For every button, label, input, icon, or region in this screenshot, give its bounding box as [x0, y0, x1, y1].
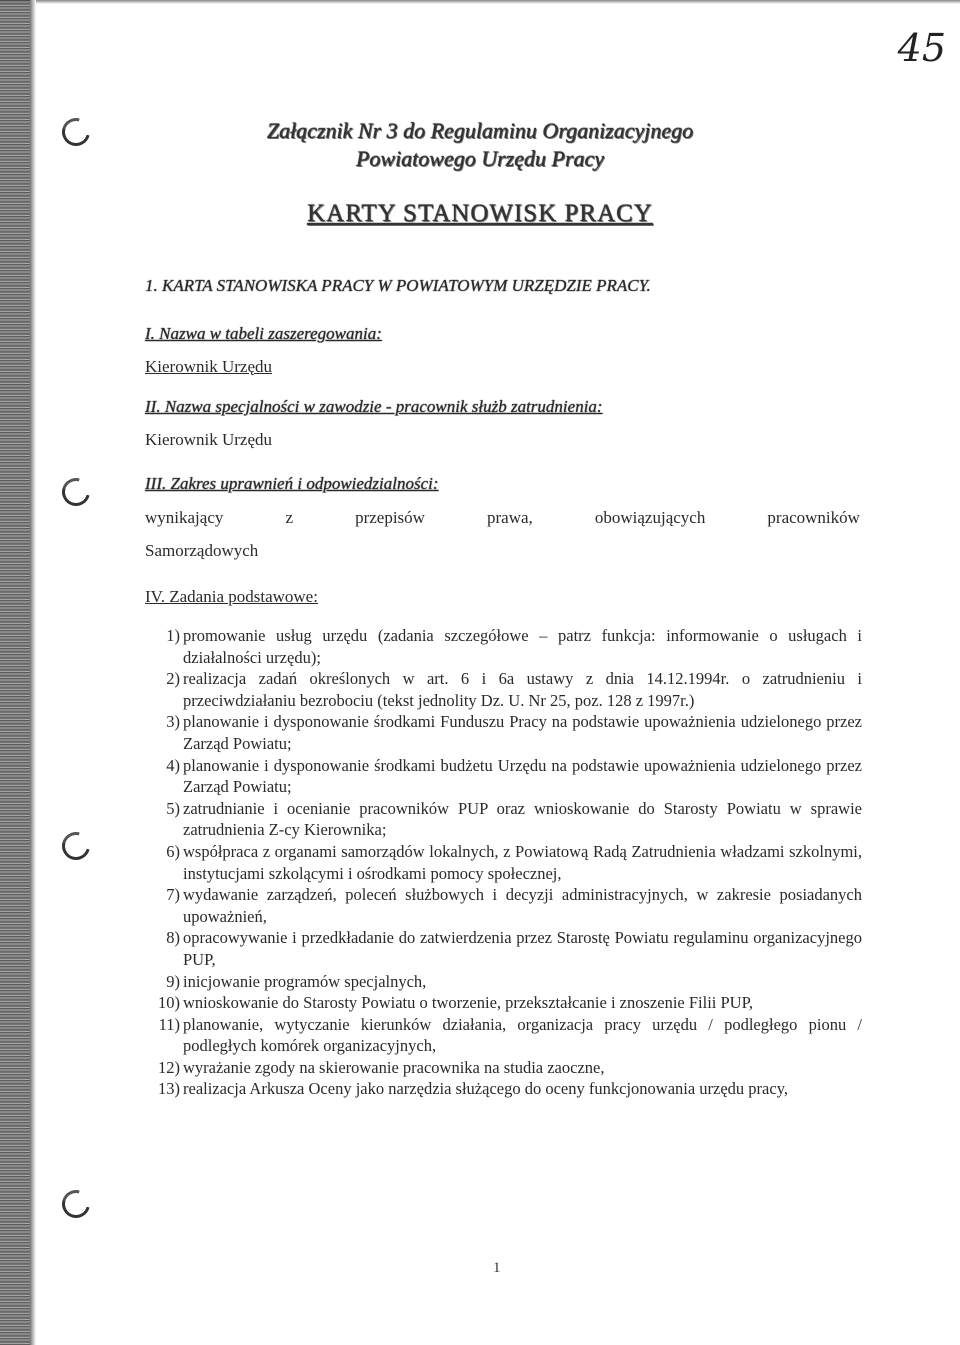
list-item-number: 7): [166, 885, 180, 905]
handwritten-page-number: 45: [897, 26, 946, 70]
list-item-number: 11): [158, 1014, 180, 1034]
list-item-number: 1): [166, 626, 180, 645]
list-item: [150, 841, 862, 884]
list-item: [150, 625, 862, 668]
section-3-word: z: [285, 508, 293, 527]
list-item: [150, 668, 862, 711]
section-1-value: Kierownik Urzędu: [145, 357, 272, 376]
list-item: [150, 927, 862, 970]
list-item: [150, 1057, 862, 1079]
section-3-word: pracowników: [767, 508, 860, 527]
section-4-heading: IV. Zadania podstawowe:: [145, 587, 318, 606]
scan-top-edge: [0, 0, 960, 4]
list-item-number: 6): [166, 841, 180, 861]
list-item-text: zatrudnianie i ocenianie pracowników PUP oraz wnioskowanie do Starosty Powiatu w sprawie zatrudnienia Z-cy Kierownika;: [183, 798, 862, 840]
list-item-text: planowanie, wytyczanie kierunków działania, organizacja pracy urzędu / podległego pionu / podległych komórek organizacyjnych,: [183, 1014, 862, 1056]
list-item: [150, 798, 862, 841]
list-item-text: opracowywanie i przedkładanie do zatwierdzenia przez Starostę Powiatu regulaminu organizacyjnego PUP,: [183, 928, 862, 969]
list-item-text: realizacja zadań określonych w art. 6 i 6a ustawy z dnia 14.12.1994r. o zatrudnieniu i przeciwdziałaniu bezrobociu (tekst jednolity Dz. U. Nr 25, poz. 128 z 1997r.): [183, 669, 862, 710]
list-item-text: planowanie i dysponowanie środkami budżetu Urzędu na podstawie upoważnienia udzielonego przez Zarząd Powiatu;: [183, 755, 862, 797]
list-item: [150, 711, 862, 754]
tasks-list: [150, 625, 862, 1100]
list-item: [150, 992, 862, 1014]
list-item: [150, 1014, 862, 1057]
section-3-line-1: [145, 508, 860, 528]
header-line-2: Powiatowego Urzędu Pracy: [355, 146, 605, 171]
list-item-text: promowanie usług urzędu (zadania szczegółowe – patrz funkcja: informowanie o usługach i działalności urzędu);: [183, 626, 862, 667]
list-item-text: wydawanie zarządzeń, poleceń służbowych i decyzji administracyjnych, w zakresie posiadanych upoważnień,: [183, 885, 862, 926]
list-item-number: 3): [166, 712, 180, 732]
page-title: KARTY STANOWISK PRACY: [307, 200, 653, 227]
section-2-value: Kierownik Urzędu: [145, 430, 272, 449]
list-item-number: 2): [166, 669, 180, 689]
list-item: [150, 755, 862, 798]
punch-hole-icon: [57, 1185, 95, 1223]
list-item-number: 5): [166, 798, 180, 818]
section-2-heading: [145, 397, 603, 417]
section-3-word: obowiązujących: [594, 508, 706, 527]
header-line-1: Załącznik Nr 3 do Regulaminu Organizacyjnego: [266, 118, 694, 143]
punch-hole-icon: [57, 827, 95, 865]
section-1-heading: I. Nazwa w tabeli zaszeregowania:: [145, 324, 382, 343]
section-3-word: przepisów: [355, 508, 425, 527]
section-3-line-2: Samorządowych: [145, 541, 259, 560]
section-3-word: prawa,: [487, 508, 533, 527]
list-item-text: wyrażanie zgody na skierowanie pracownika na studia zaoczne,: [183, 1057, 605, 1077]
list-item: [150, 884, 862, 927]
list-item-number: 10): [158, 993, 180, 1013]
list-item-number: 9): [166, 971, 180, 991]
section-3-word: wynikający: [145, 508, 224, 527]
section-title: 1. KARTA STANOWISKA PRACY W POWIATOWYM URZĘDZIE PRACY.: [145, 276, 651, 295]
list-item-text: realizacja Arkusza Oceny jako narzędzia służącego do oceny funkcjonowania urzędu pracy,: [183, 1079, 789, 1099]
list-item-number: 8): [166, 928, 180, 948]
list-item: [150, 1078, 862, 1100]
list-item-number: 12): [158, 1057, 180, 1077]
list-item: [150, 971, 862, 993]
punch-hole-icon: [57, 473, 95, 511]
list-item-text: inicjowanie programów specjalnych,: [183, 971, 427, 991]
page-number: 1: [493, 1260, 501, 1276]
list-item-text: wnioskowanie do Starosty Powiatu o tworzenie, przekształcanie i znoszenie Filii PUP,: [183, 993, 754, 1013]
list-item-number: 4): [166, 755, 180, 775]
list-item-number: 13): [158, 1079, 180, 1099]
section-3-heading: III. Zakres uprawnień i odpowiedzialności:: [145, 474, 439, 493]
list-item-text: planowanie i dysponowanie środkami Funduszu Pracy na podstawie upoważnienia udzielonego przez Zarząd Powiatu;: [183, 712, 862, 753]
section-2-heading-text: II. Nazwa specjalności w zawodzie - pracownik służb zatrudnienia:: [145, 397, 603, 416]
list-item-text: współpraca z organami samorządów lokalnych, z Powiatową Radą Zatrudnienia władzami szkolnymi, instytucjami szkolącymi i ośrodkami pomocy społecznej,: [183, 841, 862, 883]
